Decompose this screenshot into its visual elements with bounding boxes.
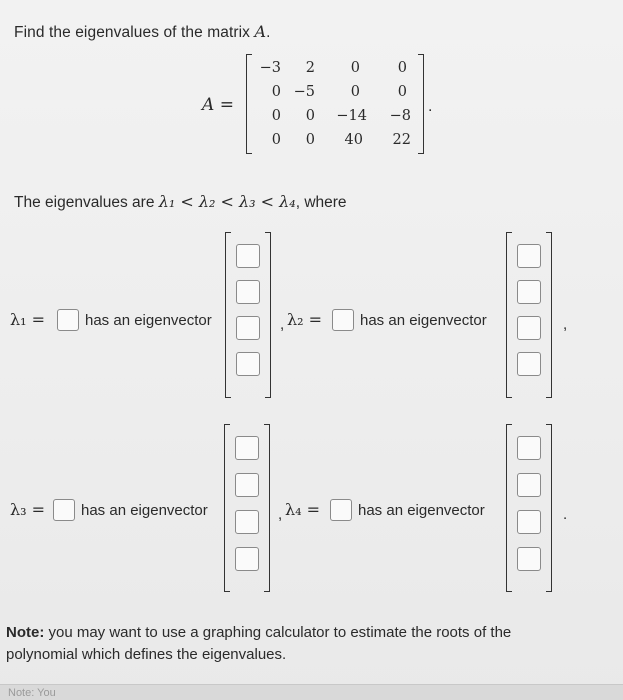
lambda-3-input[interactable] <box>53 499 75 521</box>
lambda-2-label: λ₂ = <box>287 310 323 329</box>
eigenvector-1-entry-3[interactable] <box>236 316 260 340</box>
note-label: Note: <box>6 624 45 641</box>
eigenvalue-statement-prefix: The eigenvalues are <box>14 194 159 211</box>
eigenvector-3 <box>224 424 270 592</box>
matrix-right-bracket <box>418 54 424 154</box>
lambda-4-input[interactable] <box>330 499 352 521</box>
matrix-cell: 0 <box>350 60 360 76</box>
eigenvector-1 <box>225 232 271 398</box>
lambda-3-label: λ₃ = <box>10 500 46 519</box>
matrix-cell: 0 <box>397 84 407 100</box>
matrix-cell: 40 <box>344 132 363 148</box>
eigenvector-2-entry-1[interactable] <box>517 244 541 268</box>
lambda-1-input[interactable] <box>57 309 79 331</box>
eigenvalue-statement <box>14 192 347 212</box>
lambda-2-text: has an eigenvector <box>360 312 487 329</box>
eigenvector-4-period: . <box>563 506 568 523</box>
eigenvector-3-entry-3[interactable] <box>235 510 259 534</box>
matrix-cell: 0 <box>271 132 281 148</box>
prompt-period: . <box>266 24 271 41</box>
matrix-cell: 0 <box>271 108 281 124</box>
lambda-4-label: λ₄ = <box>285 500 321 519</box>
matrix-label <box>202 95 234 115</box>
eigenvector-2-comma: , <box>563 316 568 333</box>
separator-comma: , <box>280 316 285 333</box>
matrix-equals: = <box>219 95 234 115</box>
eigenvector-4-entry-3[interactable] <box>517 510 541 534</box>
eigenvector-1-entry-2[interactable] <box>236 280 260 304</box>
note-paragraph <box>6 622 566 666</box>
eigenvalue-statement-suffix: , where <box>295 194 347 211</box>
eigenvector-1-entry-4[interactable] <box>236 352 260 376</box>
matrix-cell: 2 <box>305 60 315 76</box>
lambda-1-text: has an eigenvector <box>85 312 212 329</box>
eigenvector-3-entry-1[interactable] <box>235 436 259 460</box>
eigenvector-3-entry-2[interactable] <box>235 473 259 497</box>
lambda-3-text: has an eigenvector <box>81 502 208 519</box>
matrix-cell: 0 <box>305 132 315 148</box>
separator-comma: , <box>278 506 283 523</box>
eigenvector-1-entry-1[interactable] <box>236 244 260 268</box>
matrix-a <box>246 54 424 154</box>
matrix-symbol: A <box>202 95 215 115</box>
matrix-cell: 22 <box>392 132 411 148</box>
matrix-cell: −3 <box>259 60 281 76</box>
eigenvector-4-entry-4[interactable] <box>517 547 541 571</box>
eigenvector-4-entry-1[interactable] <box>517 436 541 460</box>
matrix-cell: −14 <box>336 108 367 124</box>
footer-text: Note: You <box>8 687 56 699</box>
matrix-cell: 0 <box>350 84 360 100</box>
lambda-2-input[interactable] <box>332 309 354 331</box>
eigenvector-3-entry-4[interactable] <box>235 547 259 571</box>
eigenvector-2-entry-4[interactable] <box>517 352 541 376</box>
eigenvector-2 <box>506 232 552 398</box>
matrix-cell: 0 <box>305 108 315 124</box>
note-text: you may want to use a graphing calculator to estimate the roots of the polynomial which defines the eigenvalues. <box>6 624 512 663</box>
matrix-cell: 0 <box>397 60 407 76</box>
question-prompt <box>14 22 271 42</box>
matrix-cell: −8 <box>389 108 411 124</box>
prompt-matrix-symbol: A <box>254 22 267 41</box>
prompt-text: Find the eigenvalues of the matrix <box>14 24 255 41</box>
footer-strip <box>0 684 623 700</box>
lambda-1-label: λ₁ = <box>10 310 46 329</box>
matrix-period: . <box>428 98 433 115</box>
eigenvector-2-entry-3[interactable] <box>517 316 541 340</box>
eigenvalue-ordering: λ₁ < λ₂ < λ₃ < λ₄ <box>158 192 296 211</box>
eigenvector-4-entry-2[interactable] <box>517 473 541 497</box>
matrix-cell: −5 <box>293 84 315 100</box>
matrix-cell: 0 <box>271 84 281 100</box>
eigenvector-2-entry-2[interactable] <box>517 280 541 304</box>
lambda-4-text: has an eigenvector <box>358 502 485 519</box>
eigenvector-4 <box>506 424 552 592</box>
